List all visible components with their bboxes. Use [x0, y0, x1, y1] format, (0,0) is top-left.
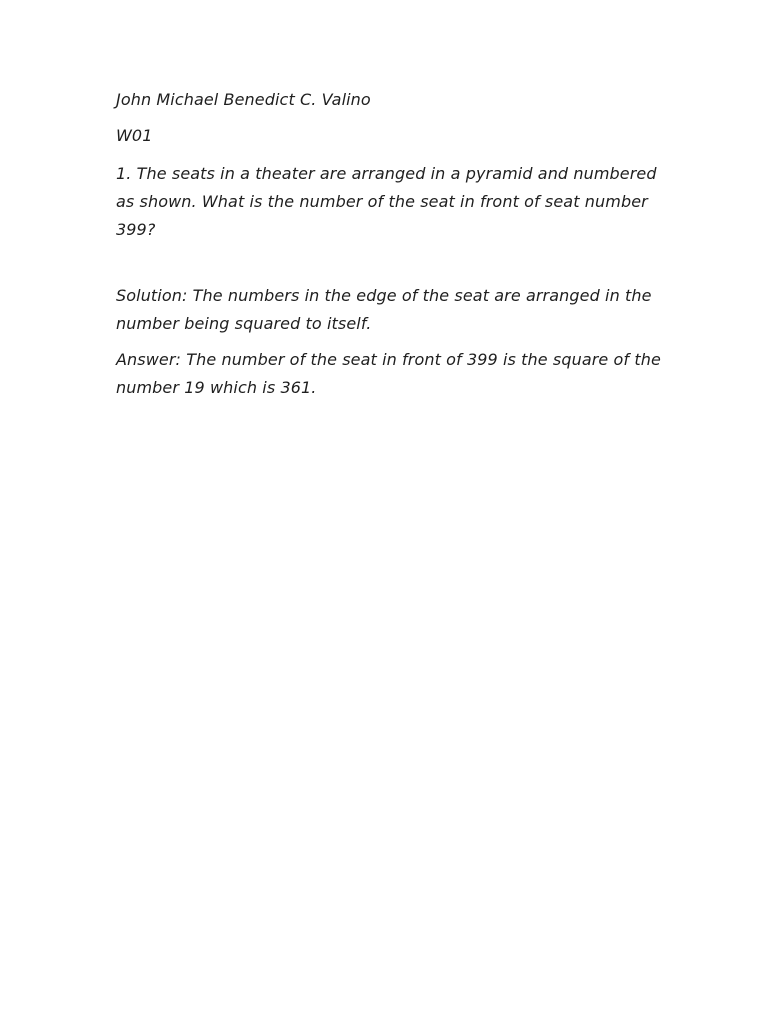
- section-code: W01: [116, 126, 153, 145]
- question-text: 1. The seats in a theater are arranged in a pyramid and numbered as shown. What is the number of the seat in front of seat number 399?: [116, 164, 657, 239]
- document-body: [116, 86, 661, 402]
- solution-text: Solution: The numbers in the edge of the seat are arranged in the number being squared to itself.: [116, 286, 652, 333]
- author-name: John Michael Benedict C. Valino: [116, 90, 371, 109]
- answer-text: Answer: The number of the seat in front of 399 is the square of the number 19 which is 361.: [116, 350, 661, 397]
